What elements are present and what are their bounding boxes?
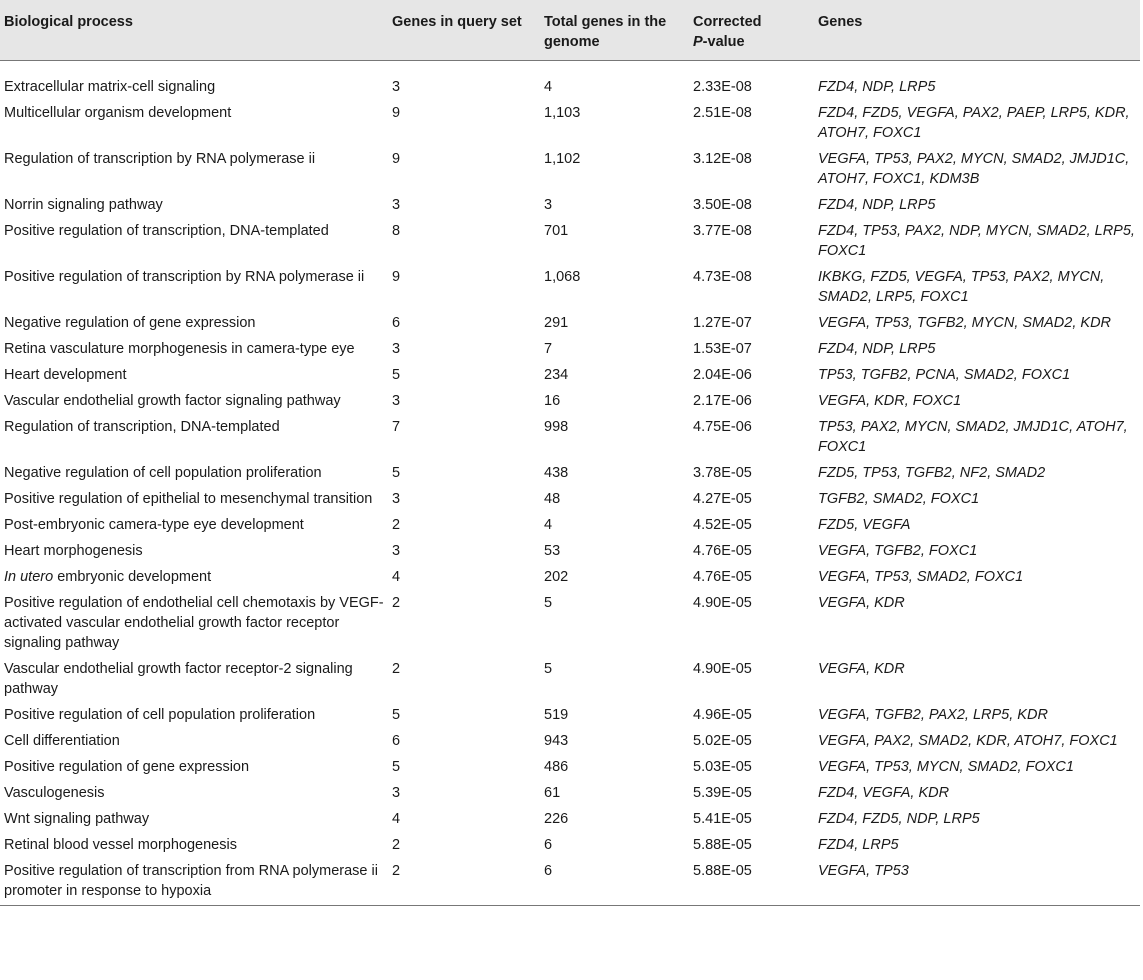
cell-corrected-pvalue: 4.96E-05: [693, 707, 752, 723]
cell-biological-process: [0, 806, 388, 832]
cell-total-genes: 16: [544, 393, 561, 409]
process-text: Positive regulation of endothelial cell chemotaxis by VEGF-activated vascular endothelial growth factor receptor signaling pathway: [4, 595, 384, 651]
cell-genes-in-query-set: 3: [392, 785, 401, 801]
cell-corrected-pvalue: 4.73E-08: [693, 269, 752, 285]
cell-biological-process: [0, 414, 388, 460]
cell-total-genes: 234: [544, 367, 569, 383]
cell-genes-in-query-set: 7: [392, 419, 401, 435]
header-genes: Genes: [814, 0, 1140, 61]
table-row: [0, 264, 1140, 310]
cell-total-genes: 226: [544, 811, 569, 827]
cell-genes-in-query-set: 5: [392, 759, 401, 775]
cell-biological-process: [0, 146, 388, 192]
process-italic-text: In utero: [4, 569, 54, 585]
cell-biological-process: [0, 590, 388, 656]
table-row: [0, 192, 1140, 218]
table-row: [0, 460, 1140, 486]
header-total-genes: Total genes in the genome: [540, 0, 689, 61]
process-text: Multicellular organism development: [4, 105, 232, 121]
cell-total-genes: 701: [544, 223, 569, 239]
cell-total-genes: 7: [544, 341, 553, 357]
cell-corrected-pvalue: 4.75E-06: [693, 419, 752, 435]
table-row: [0, 858, 1140, 906]
cell-genes-in-query-set: 3: [392, 491, 401, 507]
cell-genes: FZD4, LRP5: [818, 837, 899, 853]
process-text: Heart morphogenesis: [4, 543, 143, 559]
cell-genes-in-query-set: 3: [392, 341, 401, 357]
cell-corrected-pvalue: 3.12E-08: [693, 151, 752, 167]
cell-total-genes: 3: [544, 197, 553, 213]
cell-total-genes: 438: [544, 465, 569, 481]
cell-biological-process: [0, 310, 388, 336]
cell-total-genes: 943: [544, 733, 569, 749]
process-text: Post-embryonic camera-type eye development: [4, 517, 304, 533]
cell-genes-in-query-set: 6: [392, 733, 401, 749]
cell-corrected-pvalue: 5.39E-05: [693, 785, 752, 801]
cell-total-genes: 6: [544, 837, 553, 853]
table-row: [0, 780, 1140, 806]
cell-biological-process: [0, 61, 388, 101]
cell-genes: VEGFA, KDR: [818, 661, 905, 677]
process-text: Positive regulation of epithelial to mesenchymal transition: [4, 491, 373, 507]
cell-biological-process: [0, 192, 388, 218]
cell-total-genes: 202: [544, 569, 569, 585]
cell-genes: VEGFA, TP53, MYCN, SMAD2, FOXC1: [818, 759, 1074, 775]
cell-genes-in-query-set: 4: [392, 811, 401, 827]
cell-genes: FZD4, FZD5, NDP, LRP5: [818, 811, 980, 827]
process-text: Extracellular matrix-cell signaling: [4, 79, 216, 95]
cell-corrected-pvalue: 1.53E-07: [693, 341, 752, 357]
process-text: Vascular endothelial growth factor receptor-2 signaling pathway: [4, 661, 353, 697]
process-text: Positive regulation of transcription from RNA polymerase ii promoter in response to hypoxia: [4, 863, 378, 899]
cell-genes-in-query-set: 2: [388, 858, 540, 906]
cell-total-genes: 519: [544, 707, 569, 723]
cell-genes: IKBKG, FZD5, VEGFA, TP53, PAX2, MYCN, SMAD2, LRP5, FOXC1: [818, 269, 1105, 305]
cell-total-genes: 998: [544, 419, 569, 435]
header-genes-in-query-set: Genes in query set: [388, 0, 540, 61]
process-text: Retina vasculature morphogenesis in camera-type eye: [4, 341, 355, 357]
cell-genes: FZD4, NDP, LRP5: [818, 197, 936, 213]
table-row: [0, 336, 1140, 362]
header-corrected-pvalue: [689, 0, 814, 61]
header-pvalue-prefix: Corrected: [693, 14, 762, 30]
cell-total-genes: 1,068: [544, 269, 581, 285]
cell-corrected-pvalue: 4.52E-05: [693, 517, 752, 533]
cell-biological-process: [0, 486, 388, 512]
table-row: [0, 590, 1140, 656]
cell-corrected-pvalue: 2.17E-06: [693, 393, 752, 409]
table-row: [0, 564, 1140, 590]
cell-genes-in-query-set: 9: [392, 105, 401, 121]
cell-biological-process: [0, 336, 388, 362]
cell-total-genes: 5: [544, 595, 553, 611]
cell-genes-in-query-set: 5: [392, 465, 401, 481]
process-text: embryonic development: [53, 569, 212, 585]
header-row: [0, 0, 1140, 61]
cell-genes: TP53, PAX2, MYCN, SMAD2, JMJD1C, ATOH7, FOXC1: [818, 419, 1128, 455]
cell-corrected-pvalue: 4.90E-05: [693, 595, 752, 611]
cell-biological-process: [0, 564, 388, 590]
table-row: [0, 414, 1140, 460]
table-row: [0, 310, 1140, 336]
process-text: Heart development: [4, 367, 127, 383]
header-biological-process: Biological process: [0, 0, 388, 61]
cell-genes: VEGFA, KDR: [818, 595, 905, 611]
cell-genes-in-query-set: 2: [392, 595, 401, 611]
cell-corrected-pvalue: 1.27E-07: [693, 315, 752, 331]
table-row: [0, 806, 1140, 832]
table-row: [0, 146, 1140, 192]
process-text: Positive regulation of gene expression: [4, 759, 250, 775]
cell-total-genes: 486: [544, 759, 569, 775]
cell-genes: VEGFA, KDR, FOXC1: [818, 393, 962, 409]
table-row: [0, 61, 1140, 101]
cell-genes-in-query-set: 3: [392, 197, 401, 213]
cell-biological-process: [0, 656, 388, 702]
cell-genes-in-query-set: 9: [392, 151, 401, 167]
cell-genes: TGFB2, SMAD2, FOXC1: [818, 491, 980, 507]
cell-genes: VEGFA, TP53, TGFB2, MYCN, SMAD2, KDR: [818, 315, 1112, 331]
cell-corrected-pvalue: 4.27E-05: [693, 491, 752, 507]
cell-biological-process: [0, 702, 388, 728]
process-text: Vasculogenesis: [4, 785, 105, 801]
cell-corrected-pvalue: 5.02E-05: [693, 733, 752, 749]
table-row: [0, 656, 1140, 702]
cell-genes: FZD5, VEGFA: [818, 517, 911, 533]
cell-corrected-pvalue: 3.77E-08: [693, 223, 752, 239]
cell-corrected-pvalue: 2.33E-08: [693, 79, 752, 95]
cell-total-genes: 4: [544, 79, 553, 95]
cell-genes-in-query-set: 3: [392, 543, 401, 559]
cell-genes-in-query-set: 2: [392, 837, 401, 853]
header-pvalue-italic: P: [693, 34, 703, 50]
cell-corrected-pvalue: 4.76E-05: [693, 543, 752, 559]
cell-total-genes: 1,103: [544, 105, 581, 121]
process-text: Regulation of transcription by RNA polymerase ii: [4, 151, 316, 167]
cell-genes-in-query-set: 4: [392, 569, 401, 585]
table-row: [0, 388, 1140, 414]
cell-corrected-pvalue: 4.76E-05: [693, 569, 752, 585]
table-header: [0, 0, 1140, 61]
cell-genes: FZD4, TP53, PAX2, NDP, MYCN, SMAD2, LRP5, FOXC1: [818, 223, 1135, 259]
cell-biological-process: [0, 460, 388, 486]
cell-biological-process: [0, 264, 388, 310]
table-row: [0, 100, 1140, 146]
cell-genes-in-query-set: 9: [392, 269, 401, 285]
cell-corrected-pvalue: 3.78E-05: [693, 465, 752, 481]
cell-genes: FZD5, TP53, TGFB2, NF2, SMAD2: [818, 465, 1046, 481]
cell-total-genes: 5: [544, 661, 553, 677]
cell-biological-process: [0, 538, 388, 564]
process-text: Positive regulation of cell population proliferation: [4, 707, 316, 723]
cell-genes-in-query-set: 2: [392, 661, 401, 677]
cell-total-genes: 4: [544, 517, 553, 533]
cell-total-genes: 291: [544, 315, 569, 331]
cell-corrected-pvalue: 4.90E-05: [693, 661, 752, 677]
process-text: Cell differentiation: [4, 733, 120, 749]
cell-genes-in-query-set: 3: [392, 393, 401, 409]
cell-genes-in-query-set: 3: [392, 79, 401, 95]
cell-genes-in-query-set: 8: [392, 223, 401, 239]
table-row: [0, 728, 1140, 754]
cell-biological-process: [0, 362, 388, 388]
cell-genes: VEGFA, TP53: [814, 858, 1140, 906]
table-row: [0, 486, 1140, 512]
cell-total-genes: 1,102: [544, 151, 581, 167]
cell-genes: FZD4, VEGFA, KDR: [818, 785, 950, 801]
cell-corrected-pvalue: 5.41E-05: [693, 811, 752, 827]
process-text: Positive regulation of transcription, DNA-templated: [4, 223, 329, 239]
cell-genes: VEGFA, TGFB2, FOXC1: [818, 543, 978, 559]
cell-genes: FZD4, NDP, LRP5: [818, 341, 936, 357]
process-text: Positive regulation of transcription by RNA polymerase ii: [4, 269, 365, 285]
cell-biological-process: [0, 754, 388, 780]
table-row: [0, 218, 1140, 264]
cell-corrected-pvalue: 2.04E-06: [693, 367, 752, 383]
cell-genes-in-query-set: 2: [392, 517, 401, 533]
cell-genes-in-query-set: 6: [392, 315, 401, 331]
process-text: Negative regulation of cell population proliferation: [4, 465, 322, 481]
cell-biological-process: [0, 832, 388, 858]
cell-corrected-pvalue: 2.51E-08: [693, 105, 752, 121]
process-text: Negative regulation of gene expression: [4, 315, 256, 331]
cell-genes: FZD4, FZD5, VEGFA, PAX2, PAEP, LRP5, KDR, ATOH7, FOXC1: [818, 105, 1130, 141]
table-body: [0, 61, 1140, 906]
cell-biological-process: [0, 728, 388, 754]
process-text: Retinal blood vessel morphogenesis: [4, 837, 237, 853]
process-text: Vascular endothelial growth factor signaling pathway: [4, 393, 341, 409]
cell-corrected-pvalue: 5.03E-05: [693, 759, 752, 775]
cell-biological-process: [0, 858, 388, 906]
table-row: [0, 702, 1140, 728]
cell-total-genes: 53: [544, 543, 561, 559]
process-text: Norrin signaling pathway: [4, 197, 163, 213]
cell-biological-process: [0, 218, 388, 264]
table-row: [0, 832, 1140, 858]
process-text: Wnt signaling pathway: [4, 811, 150, 827]
cell-biological-process: [0, 780, 388, 806]
cell-corrected-pvalue: 3.50E-08: [693, 197, 752, 213]
cell-genes-in-query-set: 5: [392, 707, 401, 723]
cell-biological-process: [0, 100, 388, 146]
cell-biological-process: [0, 388, 388, 414]
process-text: Regulation of transcription, DNA-templated: [4, 419, 280, 435]
cell-genes: VEGFA, TP53, PAX2, MYCN, SMAD2, JMJD1C, ATOH7, FOXC1, KDM3B: [818, 151, 1130, 187]
table-row: [0, 362, 1140, 388]
cell-genes: VEGFA, PAX2, SMAD2, KDR, ATOH7, FOXC1: [818, 733, 1118, 749]
cell-genes: FZD4, NDP, LRP5: [818, 79, 936, 95]
cell-total-genes: 6: [540, 858, 689, 906]
cell-corrected-pvalue: 5.88E-05: [693, 837, 752, 853]
cell-total-genes: 61: [544, 785, 561, 801]
table-row: [0, 512, 1140, 538]
cell-genes: VEGFA, TGFB2, PAX2, LRP5, KDR: [818, 707, 1048, 723]
table-row: [0, 538, 1140, 564]
cell-genes-in-query-set: 5: [392, 367, 401, 383]
table-row: [0, 754, 1140, 780]
header-pvalue-suffix: -value: [702, 34, 745, 50]
cell-biological-process: [0, 512, 388, 538]
cell-total-genes: 48: [544, 491, 561, 507]
cell-corrected-pvalue: 5.88E-05: [689, 858, 814, 906]
cell-genes: VEGFA, TP53, SMAD2, FOXC1: [818, 569, 1024, 585]
cell-genes: TP53, TGFB2, PCNA, SMAD2, FOXC1: [818, 367, 1071, 383]
